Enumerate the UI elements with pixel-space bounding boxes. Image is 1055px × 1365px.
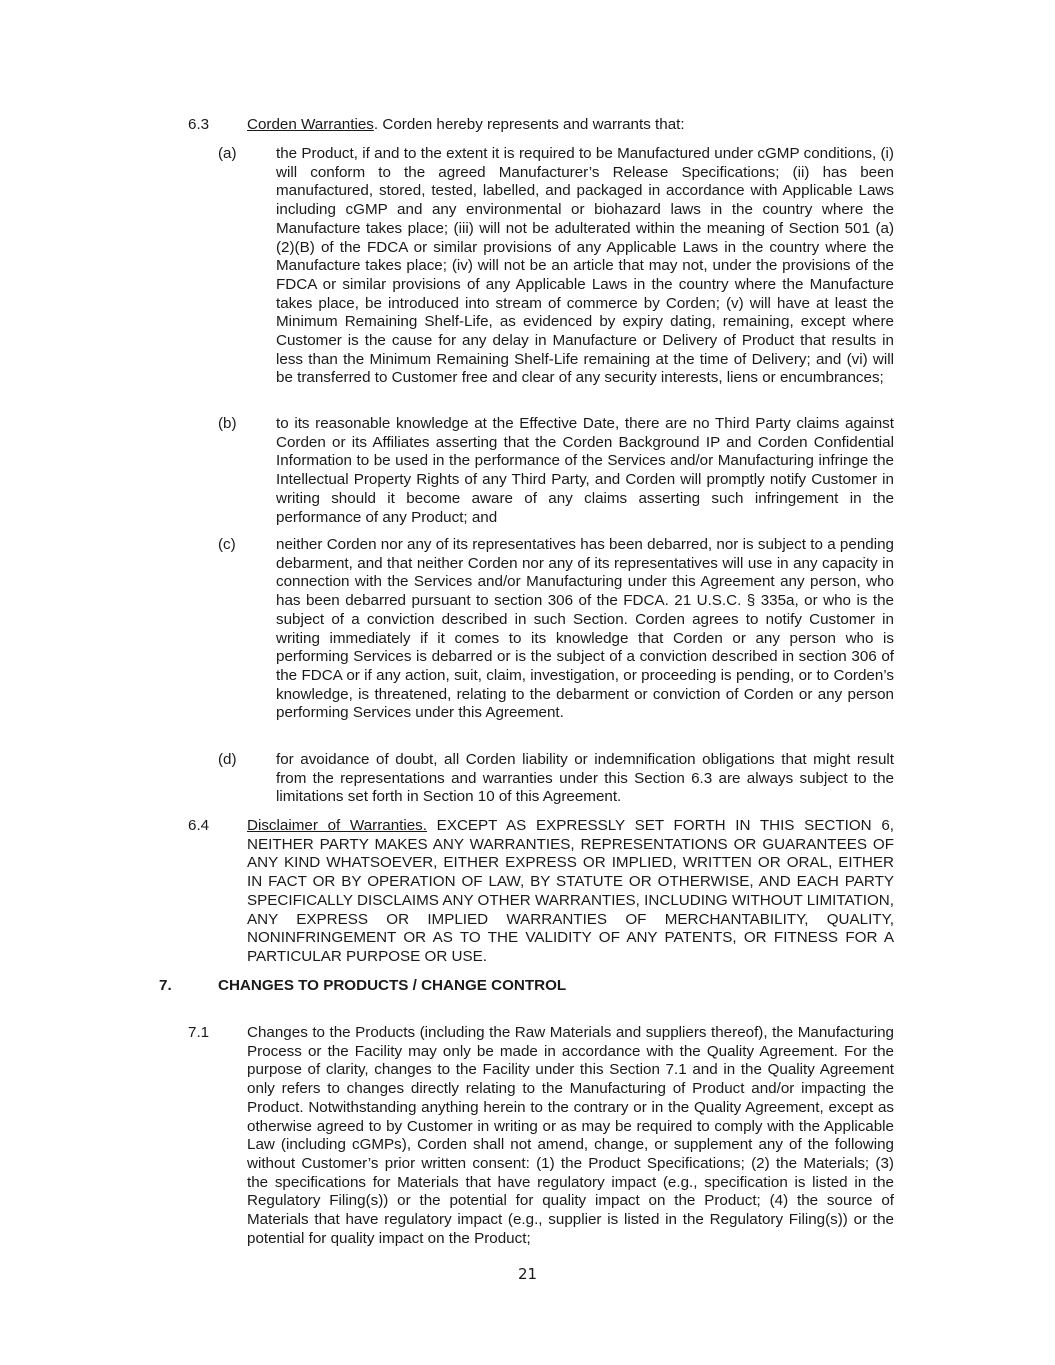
item-c-text: neither Corden nor any of its representatives has been debarred, nor is subject to a pending debarment, and that neither Corden nor any of its representatives will use in any capacity in connection with the Services and/or Manufacturing under this Agreement any person, who has been debarred pursuant to section 306 of the FDCA. 21 U.S.C. § 335a, or who is the subject of a conviction described in such Section. Corden agrees to notify Customer in writing immediately if it comes to its knowledge that Corden or any person who is performing Services is debarred or is the subject of a conviction described in section 306 of the FDCA or if any action, suit, claim, investigation, or proceeding is pending, or to Corden’s knowledge, is threatened, relating to the debarment or conviction of Corden or any person performing Services under this Agreement. (276, 536, 894, 722)
item-a-label: (a) (218, 145, 237, 162)
section-7-1-text: Changes to the Products (including the Raw Materials and suppliers thereof), the Manufacturing Process or the Facility may only be made in accordance with the Quality Agreement. For the purpose of clarity, changes to the Facility under this Section 7.1 and in the Quality Agreement only refers to changes directly relating to the Manufacturing of Product and/or impacting the Product. Notwithstanding anything herein to the contrary or in the Quality Agreement, except as otherwise agreed to by Customer in writing or as may be required to comply with the Applicable Law (including cGMPs), Corden shall not amend, change, or supplement any of the following without Customer’s prior written consent: (1) the Product Specifications; (2) the Materials; (3) the specifications for Materials that have regulatory impact (e.g., specification is listed in the Regulatory Filing(s)) or the potential for quality impact on the Product; (4) the source of Materials that have regulatory impact (e.g., supplier is listed in the Regulatory Filing(s)) or the potential for quality impact on the Product; (247, 1024, 894, 1247)
section-6-3-heading (247, 116, 897, 135)
section-6-4-number: 6.4 (188, 817, 210, 834)
section-6-4-title: Disclaimer of Warranties. (247, 817, 427, 834)
section-6-4-body (247, 817, 894, 967)
item-b-label: (b) (218, 415, 237, 432)
section-6-4-text: EXCEPT AS EXPRESSLY SET FORTH IN THIS SECTION 6, NEITHER PARTY MAKES ANY WARRANTIES, REPRESENTATIONS OR GUARANTEES OF ANY KIND WHATSOEVER, EITHER EXPRESS OR IMPLIED, WRITTEN OR ORAL, EITHER IN FACT OR BY OPERATION OF LAW, BY STATUTE OR OTHERWISE, AND EACH PARTY SPECIFICALLY DISCLAIMS ANY OTHER WARRANTIES, INCLUDING WITHOUT LIMITATION, ANY EXPRESS OR IMPLIED WARRANTIES OF MERCHANTABILITY, QUALITY, NONINFRINGEMENT OR AS TO THE VALIDITY OF ANY PATENTS, OR FITNESS FOR A PARTICULAR PURPOSE OR USE. (247, 817, 894, 965)
item-c-label: (c) (218, 536, 236, 553)
section-6-3-intro: . Corden hereby represents and warrants that: (373, 116, 685, 133)
item-a-text: the Product, if and to the extent it is required to be Manufactured under cGMP conditions, (i) will conform to the agreed Manufacturer’s Release Specifications; (ii) has been manufactured, stored, tested, labelled, and packaged in accordance with Applicable Laws including cGMP and any environmental or biohazard laws in the country where the Manufacture takes place; (iii) will not be adulterated within the meaning of Section 501 (a)(2)(B) of the FDCA or similar provisions of any Applicable Laws in the country where the Manufacture takes place; (iv) will not be an article that may not, under the provisions of the FDCA or similar provisions of any Applicable Laws in the country where the Manufacture takes place, be introduced into stream of commerce by Corden; (v) will have at least the Minimum Remaining Shelf-Life, as evidenced by expiry dating, remaining, except where Customer is the cause for any delay in Manufacture or Delivery of Product that results in less than the Minimum Remaining Shelf-Life remaining at the time of Delivery; and (vi) will be transferred to Customer free and clear of any security interests, liens or encumbrances; (276, 145, 894, 387)
section-7-title: CHANGES TO PRODUCTS / CHANGE CONTROL (218, 977, 567, 994)
section-7-number: 7. (159, 977, 172, 994)
item-b-text: to its reasonable knowledge at the Effective Date, there are no Third Party claims against Corden or its Affiliates asserting that the Corden Background IP and Corden Confidential Information to be used in the performance of the Services and/or Manufacturing infringe the Intellectual Property Rights of any Third Party, and Corden will promptly notify Customer in writing should it become aware of any claims asserting such infringement in the performance of any Product; and (276, 415, 894, 526)
page-number: 21 (517, 1265, 538, 1283)
item-d-text: for avoidance of doubt, all Corden liability or indemnification obligations that might result from the representations and warranties under this Section 6.3 are always subject to the limitations set forth in Section 10 of this Agreement. (276, 751, 894, 806)
section-6-3-number: 6.3 (188, 116, 210, 133)
section-6-3-title: Corden Warranties (247, 116, 374, 133)
item-d-label: (d) (218, 751, 237, 768)
section-7-1-number: 7.1 (188, 1024, 210, 1041)
